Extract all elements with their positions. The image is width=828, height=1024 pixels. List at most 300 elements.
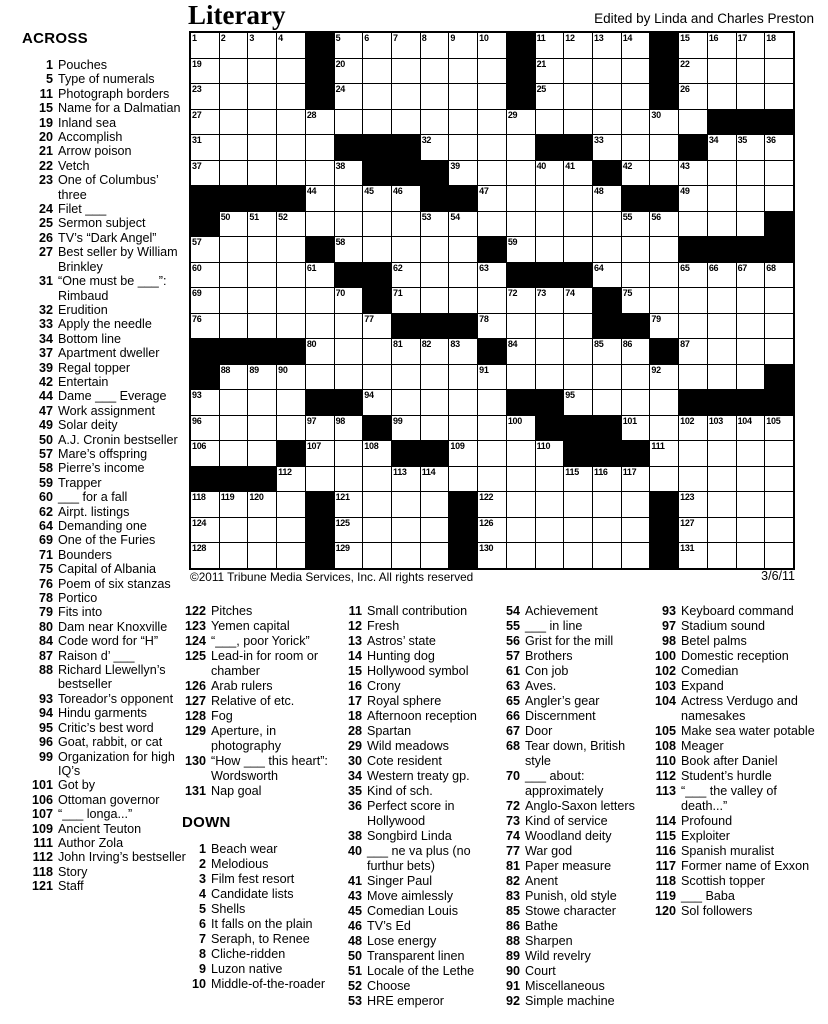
grid-cell[interactable]: [421, 59, 449, 84]
grid-cell[interactable]: [478, 161, 506, 186]
grid-cell[interactable]: [449, 390, 477, 415]
grid-cell[interactable]: [765, 84, 793, 109]
grid-cell[interactable]: [622, 339, 650, 364]
grid-cell[interactable]: [478, 59, 506, 84]
grid-cell[interactable]: [737, 212, 765, 237]
grid-cell[interactable]: [622, 543, 650, 568]
grid-cell[interactable]: [306, 441, 334, 466]
grid-cell[interactable]: [536, 288, 564, 313]
grid-cell[interactable]: [392, 186, 420, 211]
grid-cell[interactable]: [335, 84, 363, 109]
grid-cell[interactable]: [392, 543, 420, 568]
grid-cell[interactable]: [765, 518, 793, 543]
grid-cell[interactable]: [191, 135, 219, 160]
grid-cell[interactable]: [507, 237, 535, 262]
grid-cell[interactable]: [593, 492, 621, 517]
grid-cell[interactable]: [765, 467, 793, 492]
grid-cell[interactable]: [191, 237, 219, 262]
grid-cell[interactable]: [363, 186, 391, 211]
grid-cell[interactable]: [277, 314, 305, 339]
grid-cell[interactable]: [335, 237, 363, 262]
grid-cell[interactable]: [507, 186, 535, 211]
grid-cell[interactable]: [335, 314, 363, 339]
grid-cell[interactable]: [220, 441, 248, 466]
grid-cell[interactable]: [593, 135, 621, 160]
grid-cell[interactable]: [449, 339, 477, 364]
grid-cell[interactable]: [507, 288, 535, 313]
grid-cell[interactable]: [191, 416, 219, 441]
grid-cell[interactable]: [593, 33, 621, 58]
grid-cell[interactable]: [564, 467, 592, 492]
grid-cell[interactable]: [363, 390, 391, 415]
grid-cell[interactable]: [363, 33, 391, 58]
grid-cell[interactable]: [248, 543, 276, 568]
grid-cell[interactable]: [564, 186, 592, 211]
grid-cell[interactable]: [507, 543, 535, 568]
grid-cell[interactable]: [248, 365, 276, 390]
grid-cell[interactable]: [708, 467, 736, 492]
grid-cell[interactable]: [679, 467, 707, 492]
grid-cell[interactable]: [536, 365, 564, 390]
grid-cell[interactable]: [536, 518, 564, 543]
grid-cell[interactable]: [564, 492, 592, 517]
grid-cell[interactable]: [737, 416, 765, 441]
grid-cell[interactable]: [650, 314, 678, 339]
grid-cell[interactable]: [679, 365, 707, 390]
grid-cell[interactable]: [708, 492, 736, 517]
grid-cell[interactable]: [507, 416, 535, 441]
grid-cell[interactable]: [536, 59, 564, 84]
grid-cell[interactable]: [679, 33, 707, 58]
grid-cell[interactable]: [220, 365, 248, 390]
grid-cell[interactable]: [737, 263, 765, 288]
grid-cell[interactable]: [335, 441, 363, 466]
grid-cell[interactable]: [622, 492, 650, 517]
grid-cell[interactable]: [449, 161, 477, 186]
grid-cell[interactable]: [248, 84, 276, 109]
grid-cell[interactable]: [363, 110, 391, 135]
grid-cell[interactable]: [277, 263, 305, 288]
grid-cell[interactable]: [248, 161, 276, 186]
grid-cell[interactable]: [564, 314, 592, 339]
grid-cell[interactable]: [392, 33, 420, 58]
grid-cell[interactable]: [306, 161, 334, 186]
grid-cell[interactable]: [679, 314, 707, 339]
grid-cell[interactable]: [478, 212, 506, 237]
grid-cell[interactable]: [708, 161, 736, 186]
grid-cell[interactable]: [421, 237, 449, 262]
grid-cell[interactable]: [248, 237, 276, 262]
grid-cell[interactable]: [507, 161, 535, 186]
grid-cell[interactable]: [622, 84, 650, 109]
grid-cell[interactable]: [191, 492, 219, 517]
grid-cell[interactable]: [650, 288, 678, 313]
grid-cell[interactable]: [765, 161, 793, 186]
grid-cell[interactable]: [363, 339, 391, 364]
grid-cell[interactable]: [708, 212, 736, 237]
grid-cell[interactable]: [507, 110, 535, 135]
grid-cell[interactable]: [421, 84, 449, 109]
grid-cell[interactable]: [765, 263, 793, 288]
grid-cell[interactable]: [306, 314, 334, 339]
grid-cell[interactable]: [335, 288, 363, 313]
grid-cell[interactable]: [478, 492, 506, 517]
grid-cell[interactable]: [363, 441, 391, 466]
grid-cell[interactable]: [737, 186, 765, 211]
grid-cell[interactable]: [449, 263, 477, 288]
grid-cell[interactable]: [248, 390, 276, 415]
grid-cell[interactable]: [478, 84, 506, 109]
grid-cell[interactable]: [708, 263, 736, 288]
grid-cell[interactable]: [478, 390, 506, 415]
grid-cell[interactable]: [191, 441, 219, 466]
grid-cell[interactable]: [708, 288, 736, 313]
grid-cell[interactable]: [449, 416, 477, 441]
grid-cell[interactable]: [191, 59, 219, 84]
grid-cell[interactable]: [679, 492, 707, 517]
grid-cell[interactable]: [650, 390, 678, 415]
grid-cell[interactable]: [191, 288, 219, 313]
grid-cell[interactable]: [622, 365, 650, 390]
grid-cell[interactable]: [564, 237, 592, 262]
grid-cell[interactable]: [191, 161, 219, 186]
grid-cell[interactable]: [564, 365, 592, 390]
grid-cell[interactable]: [679, 263, 707, 288]
grid-cell[interactable]: [478, 416, 506, 441]
grid-cell[interactable]: [306, 339, 334, 364]
grid-cell[interactable]: [421, 543, 449, 568]
grid-cell[interactable]: [564, 84, 592, 109]
grid-cell[interactable]: [220, 288, 248, 313]
grid-cell[interactable]: [593, 186, 621, 211]
grid-cell[interactable]: [564, 390, 592, 415]
grid-cell[interactable]: [536, 212, 564, 237]
grid-cell[interactable]: [708, 365, 736, 390]
grid-cell[interactable]: [478, 314, 506, 339]
grid-cell[interactable]: [248, 416, 276, 441]
grid-cell[interactable]: [220, 135, 248, 160]
grid-cell[interactable]: [363, 212, 391, 237]
grid-cell[interactable]: [507, 314, 535, 339]
grid-cell[interactable]: [622, 518, 650, 543]
grid-cell[interactable]: [478, 263, 506, 288]
grid-cell[interactable]: [478, 467, 506, 492]
grid-cell[interactable]: [737, 314, 765, 339]
grid-cell[interactable]: [478, 543, 506, 568]
grid-cell[interactable]: [335, 416, 363, 441]
grid-cell[interactable]: [191, 263, 219, 288]
grid-cell[interactable]: [622, 390, 650, 415]
grid-cell[interactable]: [421, 492, 449, 517]
grid-cell[interactable]: [277, 33, 305, 58]
grid-cell[interactable]: [421, 518, 449, 543]
grid-cell[interactable]: [248, 441, 276, 466]
grid-cell[interactable]: [392, 110, 420, 135]
grid-cell[interactable]: [392, 518, 420, 543]
grid-cell[interactable]: [449, 135, 477, 160]
grid-cell[interactable]: [335, 518, 363, 543]
grid-cell[interactable]: [650, 237, 678, 262]
grid-cell[interactable]: [421, 110, 449, 135]
grid-cell[interactable]: [708, 135, 736, 160]
grid-cell[interactable]: [220, 314, 248, 339]
grid-cell[interactable]: [277, 59, 305, 84]
grid-cell[interactable]: [765, 314, 793, 339]
grid-cell[interactable]: [306, 416, 334, 441]
grid-cell[interactable]: [191, 314, 219, 339]
grid-cell[interactable]: [593, 467, 621, 492]
grid-cell[interactable]: [392, 492, 420, 517]
grid-cell[interactable]: [650, 416, 678, 441]
grid-cell[interactable]: [708, 186, 736, 211]
grid-cell[interactable]: [536, 110, 564, 135]
grid-cell[interactable]: [363, 492, 391, 517]
grid-cell[interactable]: [507, 492, 535, 517]
grid-cell[interactable]: [765, 186, 793, 211]
grid-cell[interactable]: [622, 416, 650, 441]
grid-cell[interactable]: [248, 263, 276, 288]
grid-cell[interactable]: [478, 365, 506, 390]
grid-cell[interactable]: [392, 84, 420, 109]
grid-cell[interactable]: [622, 33, 650, 58]
grid-cell[interactable]: [507, 339, 535, 364]
grid-cell[interactable]: [564, 212, 592, 237]
grid-cell[interactable]: [363, 543, 391, 568]
grid-cell[interactable]: [593, 263, 621, 288]
grid-cell[interactable]: [277, 467, 305, 492]
grid-cell[interactable]: [679, 186, 707, 211]
grid-cell[interactable]: [277, 135, 305, 160]
grid-cell[interactable]: [220, 416, 248, 441]
grid-cell[interactable]: [248, 33, 276, 58]
grid-cell[interactable]: [421, 263, 449, 288]
grid-cell[interactable]: [248, 314, 276, 339]
grid-cell[interactable]: [392, 263, 420, 288]
grid-cell[interactable]: [478, 518, 506, 543]
grid-cell[interactable]: [679, 110, 707, 135]
grid-cell[interactable]: [220, 110, 248, 135]
grid-cell[interactable]: [622, 237, 650, 262]
grid-cell[interactable]: [449, 365, 477, 390]
grid-cell[interactable]: [622, 135, 650, 160]
grid-cell[interactable]: [392, 288, 420, 313]
grid-cell[interactable]: [650, 110, 678, 135]
grid-cell[interactable]: [191, 110, 219, 135]
grid-cell[interactable]: [478, 135, 506, 160]
grid-cell[interactable]: [679, 518, 707, 543]
grid-cell[interactable]: [449, 237, 477, 262]
grid-cell[interactable]: [593, 59, 621, 84]
grid-cell[interactable]: [363, 59, 391, 84]
grid-cell[interactable]: [536, 186, 564, 211]
grid-cell[interactable]: [449, 84, 477, 109]
grid-cell[interactable]: [593, 212, 621, 237]
grid-cell[interactable]: [335, 212, 363, 237]
grid-cell[interactable]: [392, 237, 420, 262]
grid-cell[interactable]: [478, 33, 506, 58]
grid-cell[interactable]: [564, 161, 592, 186]
grid-cell[interactable]: [737, 518, 765, 543]
grid-cell[interactable]: [392, 59, 420, 84]
grid-cell[interactable]: [650, 135, 678, 160]
grid-cell[interactable]: [277, 390, 305, 415]
grid-cell[interactable]: [622, 110, 650, 135]
grid-cell[interactable]: [536, 339, 564, 364]
grid-cell[interactable]: [421, 339, 449, 364]
grid-cell[interactable]: [622, 212, 650, 237]
grid-cell[interactable]: [679, 441, 707, 466]
grid-cell[interactable]: [564, 543, 592, 568]
grid-cell[interactable]: [191, 543, 219, 568]
grid-cell[interactable]: [306, 186, 334, 211]
grid-cell[interactable]: [277, 365, 305, 390]
grid-cell[interactable]: [248, 518, 276, 543]
grid-cell[interactable]: [248, 492, 276, 517]
grid-cell[interactable]: [507, 518, 535, 543]
grid-cell[interactable]: [536, 237, 564, 262]
grid-cell[interactable]: [593, 110, 621, 135]
grid-cell[interactable]: [507, 441, 535, 466]
grid-cell[interactable]: [593, 518, 621, 543]
grid-cell[interactable]: [306, 212, 334, 237]
grid-cell[interactable]: [335, 543, 363, 568]
grid-cell[interactable]: [650, 365, 678, 390]
grid-cell[interactable]: [220, 543, 248, 568]
grid-cell[interactable]: [220, 390, 248, 415]
grid-cell[interactable]: [191, 518, 219, 543]
grid-cell[interactable]: [335, 492, 363, 517]
grid-cell[interactable]: [737, 441, 765, 466]
grid-cell[interactable]: [478, 441, 506, 466]
grid-cell[interactable]: [507, 212, 535, 237]
grid-cell[interactable]: [765, 492, 793, 517]
grid-cell[interactable]: [765, 33, 793, 58]
grid-cell[interactable]: [593, 84, 621, 109]
grid-cell[interactable]: [306, 288, 334, 313]
grid-cell[interactable]: [306, 365, 334, 390]
grid-cell[interactable]: [363, 237, 391, 262]
grid-cell[interactable]: [277, 543, 305, 568]
grid-cell[interactable]: [306, 263, 334, 288]
grid-cell[interactable]: [737, 59, 765, 84]
grid-cell[interactable]: [737, 33, 765, 58]
grid-cell[interactable]: [708, 314, 736, 339]
grid-cell[interactable]: [650, 161, 678, 186]
grid-cell[interactable]: [277, 84, 305, 109]
grid-cell[interactable]: [536, 492, 564, 517]
grid-cell[interactable]: [363, 314, 391, 339]
grid-cell[interactable]: [679, 59, 707, 84]
grid-cell[interactable]: [622, 161, 650, 186]
grid-cell[interactable]: [737, 288, 765, 313]
grid-cell[interactable]: [507, 135, 535, 160]
grid-cell[interactable]: [536, 441, 564, 466]
grid-cell[interactable]: [220, 33, 248, 58]
grid-cell[interactable]: [593, 390, 621, 415]
grid-cell[interactable]: [679, 161, 707, 186]
grid-cell[interactable]: [765, 339, 793, 364]
grid-cell[interactable]: [277, 237, 305, 262]
grid-cell[interactable]: [708, 441, 736, 466]
grid-cell[interactable]: [248, 110, 276, 135]
grid-cell[interactable]: [564, 33, 592, 58]
grid-cell[interactable]: [392, 212, 420, 237]
grid-cell[interactable]: [708, 339, 736, 364]
grid-cell[interactable]: [593, 237, 621, 262]
grid-cell[interactable]: [650, 263, 678, 288]
grid-cell[interactable]: [564, 288, 592, 313]
grid-cell[interactable]: [765, 543, 793, 568]
grid-cell[interactable]: [449, 467, 477, 492]
grid-cell[interactable]: [421, 212, 449, 237]
grid-cell[interactable]: [392, 390, 420, 415]
grid-cell[interactable]: [536, 543, 564, 568]
grid-cell[interactable]: [392, 339, 420, 364]
grid-cell[interactable]: [277, 492, 305, 517]
grid-cell[interactable]: [679, 84, 707, 109]
grid-cell[interactable]: [765, 441, 793, 466]
grid-cell[interactable]: [737, 365, 765, 390]
grid-cell[interactable]: [593, 365, 621, 390]
grid-cell[interactable]: [277, 288, 305, 313]
grid-cell[interactable]: [737, 543, 765, 568]
grid-cell[interactable]: [536, 314, 564, 339]
grid-cell[interactable]: [593, 543, 621, 568]
grid-cell[interactable]: [248, 59, 276, 84]
grid-cell[interactable]: [306, 135, 334, 160]
grid-cell[interactable]: [421, 390, 449, 415]
grid-cell[interactable]: [737, 161, 765, 186]
grid-cell[interactable]: [650, 467, 678, 492]
grid-cell[interactable]: [765, 59, 793, 84]
grid-cell[interactable]: [421, 288, 449, 313]
grid-cell[interactable]: [536, 84, 564, 109]
grid-cell[interactable]: [679, 416, 707, 441]
grid-cell[interactable]: [392, 365, 420, 390]
grid-cell[interactable]: [191, 33, 219, 58]
grid-cell[interactable]: [507, 365, 535, 390]
grid-cell[interactable]: [392, 467, 420, 492]
grid-cell[interactable]: [622, 263, 650, 288]
grid-cell[interactable]: [478, 186, 506, 211]
grid-cell[interactable]: [708, 518, 736, 543]
grid-cell[interactable]: [191, 390, 219, 415]
grid-cell[interactable]: [248, 288, 276, 313]
grid-cell[interactable]: [449, 441, 477, 466]
grid-cell[interactable]: [335, 110, 363, 135]
grid-cell[interactable]: [335, 33, 363, 58]
grid-cell[interactable]: [449, 33, 477, 58]
grid-cell[interactable]: [765, 416, 793, 441]
grid-cell[interactable]: [335, 467, 363, 492]
grid-cell[interactable]: [593, 339, 621, 364]
grid-cell[interactable]: [421, 365, 449, 390]
grid-cell[interactable]: [220, 492, 248, 517]
grid-cell[interactable]: [507, 467, 535, 492]
grid-cell[interactable]: [363, 518, 391, 543]
grid-cell[interactable]: [765, 288, 793, 313]
grid-cell[interactable]: [679, 212, 707, 237]
grid-cell[interactable]: [679, 543, 707, 568]
grid-cell[interactable]: [248, 212, 276, 237]
grid-cell[interactable]: [536, 467, 564, 492]
grid-cell[interactable]: [536, 33, 564, 58]
grid-cell[interactable]: [737, 135, 765, 160]
grid-cell[interactable]: [478, 110, 506, 135]
grid-cell[interactable]: [564, 59, 592, 84]
grid-cell[interactable]: [220, 518, 248, 543]
grid-cell[interactable]: [277, 212, 305, 237]
